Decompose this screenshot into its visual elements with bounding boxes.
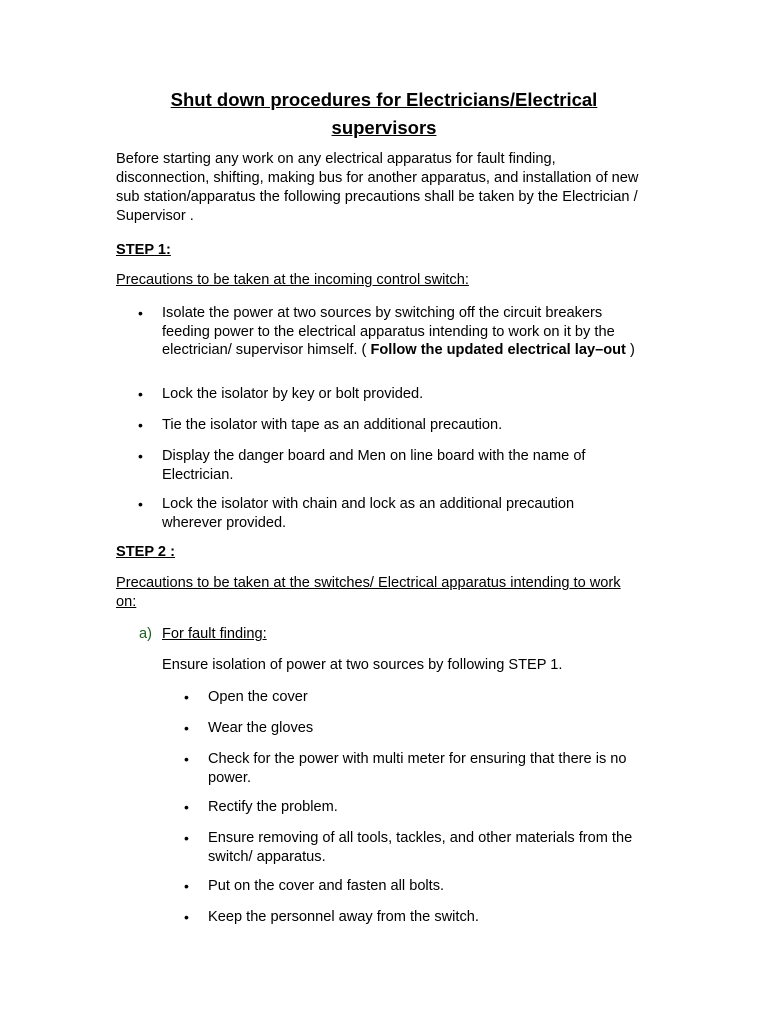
bullet-icon: • [138,496,143,512]
list-item-text: Wear the gloves [208,720,314,736]
bullet-icon: • [138,417,143,433]
list-item-text: Lock the isolator with chain and lock as an additional precaution wherever provided. [162,496,575,531]
bullet-icon: • [138,448,143,464]
bullet-icon: • [184,720,189,736]
document-title: Shut down procedures for Electricians/Electrical supervisors [170,89,598,138]
step2-heading: STEP 2 : [116,544,175,560]
list-item-text: Keep the personnel away from the switch. [208,909,479,925]
list-item-text: Display the danger board and Men on line board with the name of Electrician. [162,448,586,483]
step1-subheading: Precautions to be taken at the incoming control switch: [116,272,469,288]
list-item-text-main: Isolate the power at two sources by switching off the circuit breakers feeding power to the electrical apparatus intending to work on it by the electrician/ supervisor himself. ( [162,305,615,358]
step1-heading: STEP 1: [116,242,171,258]
step2-subheading: Precautions to be taken at the switches/ Electrical apparatus intending to work on: [116,575,621,610]
fault-finding-label: For fault finding: [162,626,267,642]
list-item-text: Lock the isolator by key or bolt provided. [162,386,424,402]
list-marker-a: a) [139,626,152,642]
list-item-text-bold: Follow the updated electrical lay–out [370,342,626,358]
intro-paragraph: Before starting any work on any electrical apparatus for fault finding, disconnection, shifting, making bus for another apparatus, and installation of new sub station/apparatus the following precautions shall be taken by the Electrician / Supervisor . [116,151,639,224]
fault-finding-note: Ensure isolation of power at two sources by following STEP 1. [162,657,563,673]
list-item-text-end: ) [625,342,635,358]
list-item-text: Open the cover [208,689,308,705]
bullet-icon: • [184,751,189,767]
list-item-text: Ensure removing of all tools, tackles, and other materials from the switch/ apparatus. [208,830,633,865]
bullet-icon: • [138,305,143,321]
bullet-icon: • [184,878,189,894]
bullet-icon: • [184,830,189,846]
list-item-text: Tie the isolator with tape as an additional precaution. [162,417,503,433]
list-item-text: Rectify the problem. [208,799,338,815]
list-item-text: Check for the power with multi meter for ensuring that there is no power. [208,751,627,786]
bullet-icon: • [184,689,189,705]
bullet-icon: • [184,909,189,925]
bullet-icon: • [138,386,143,402]
bullet-icon: • [184,799,189,815]
list-item-text: Put on the cover and fasten all bolts. [208,878,445,894]
list-item-text [162,304,652,360]
